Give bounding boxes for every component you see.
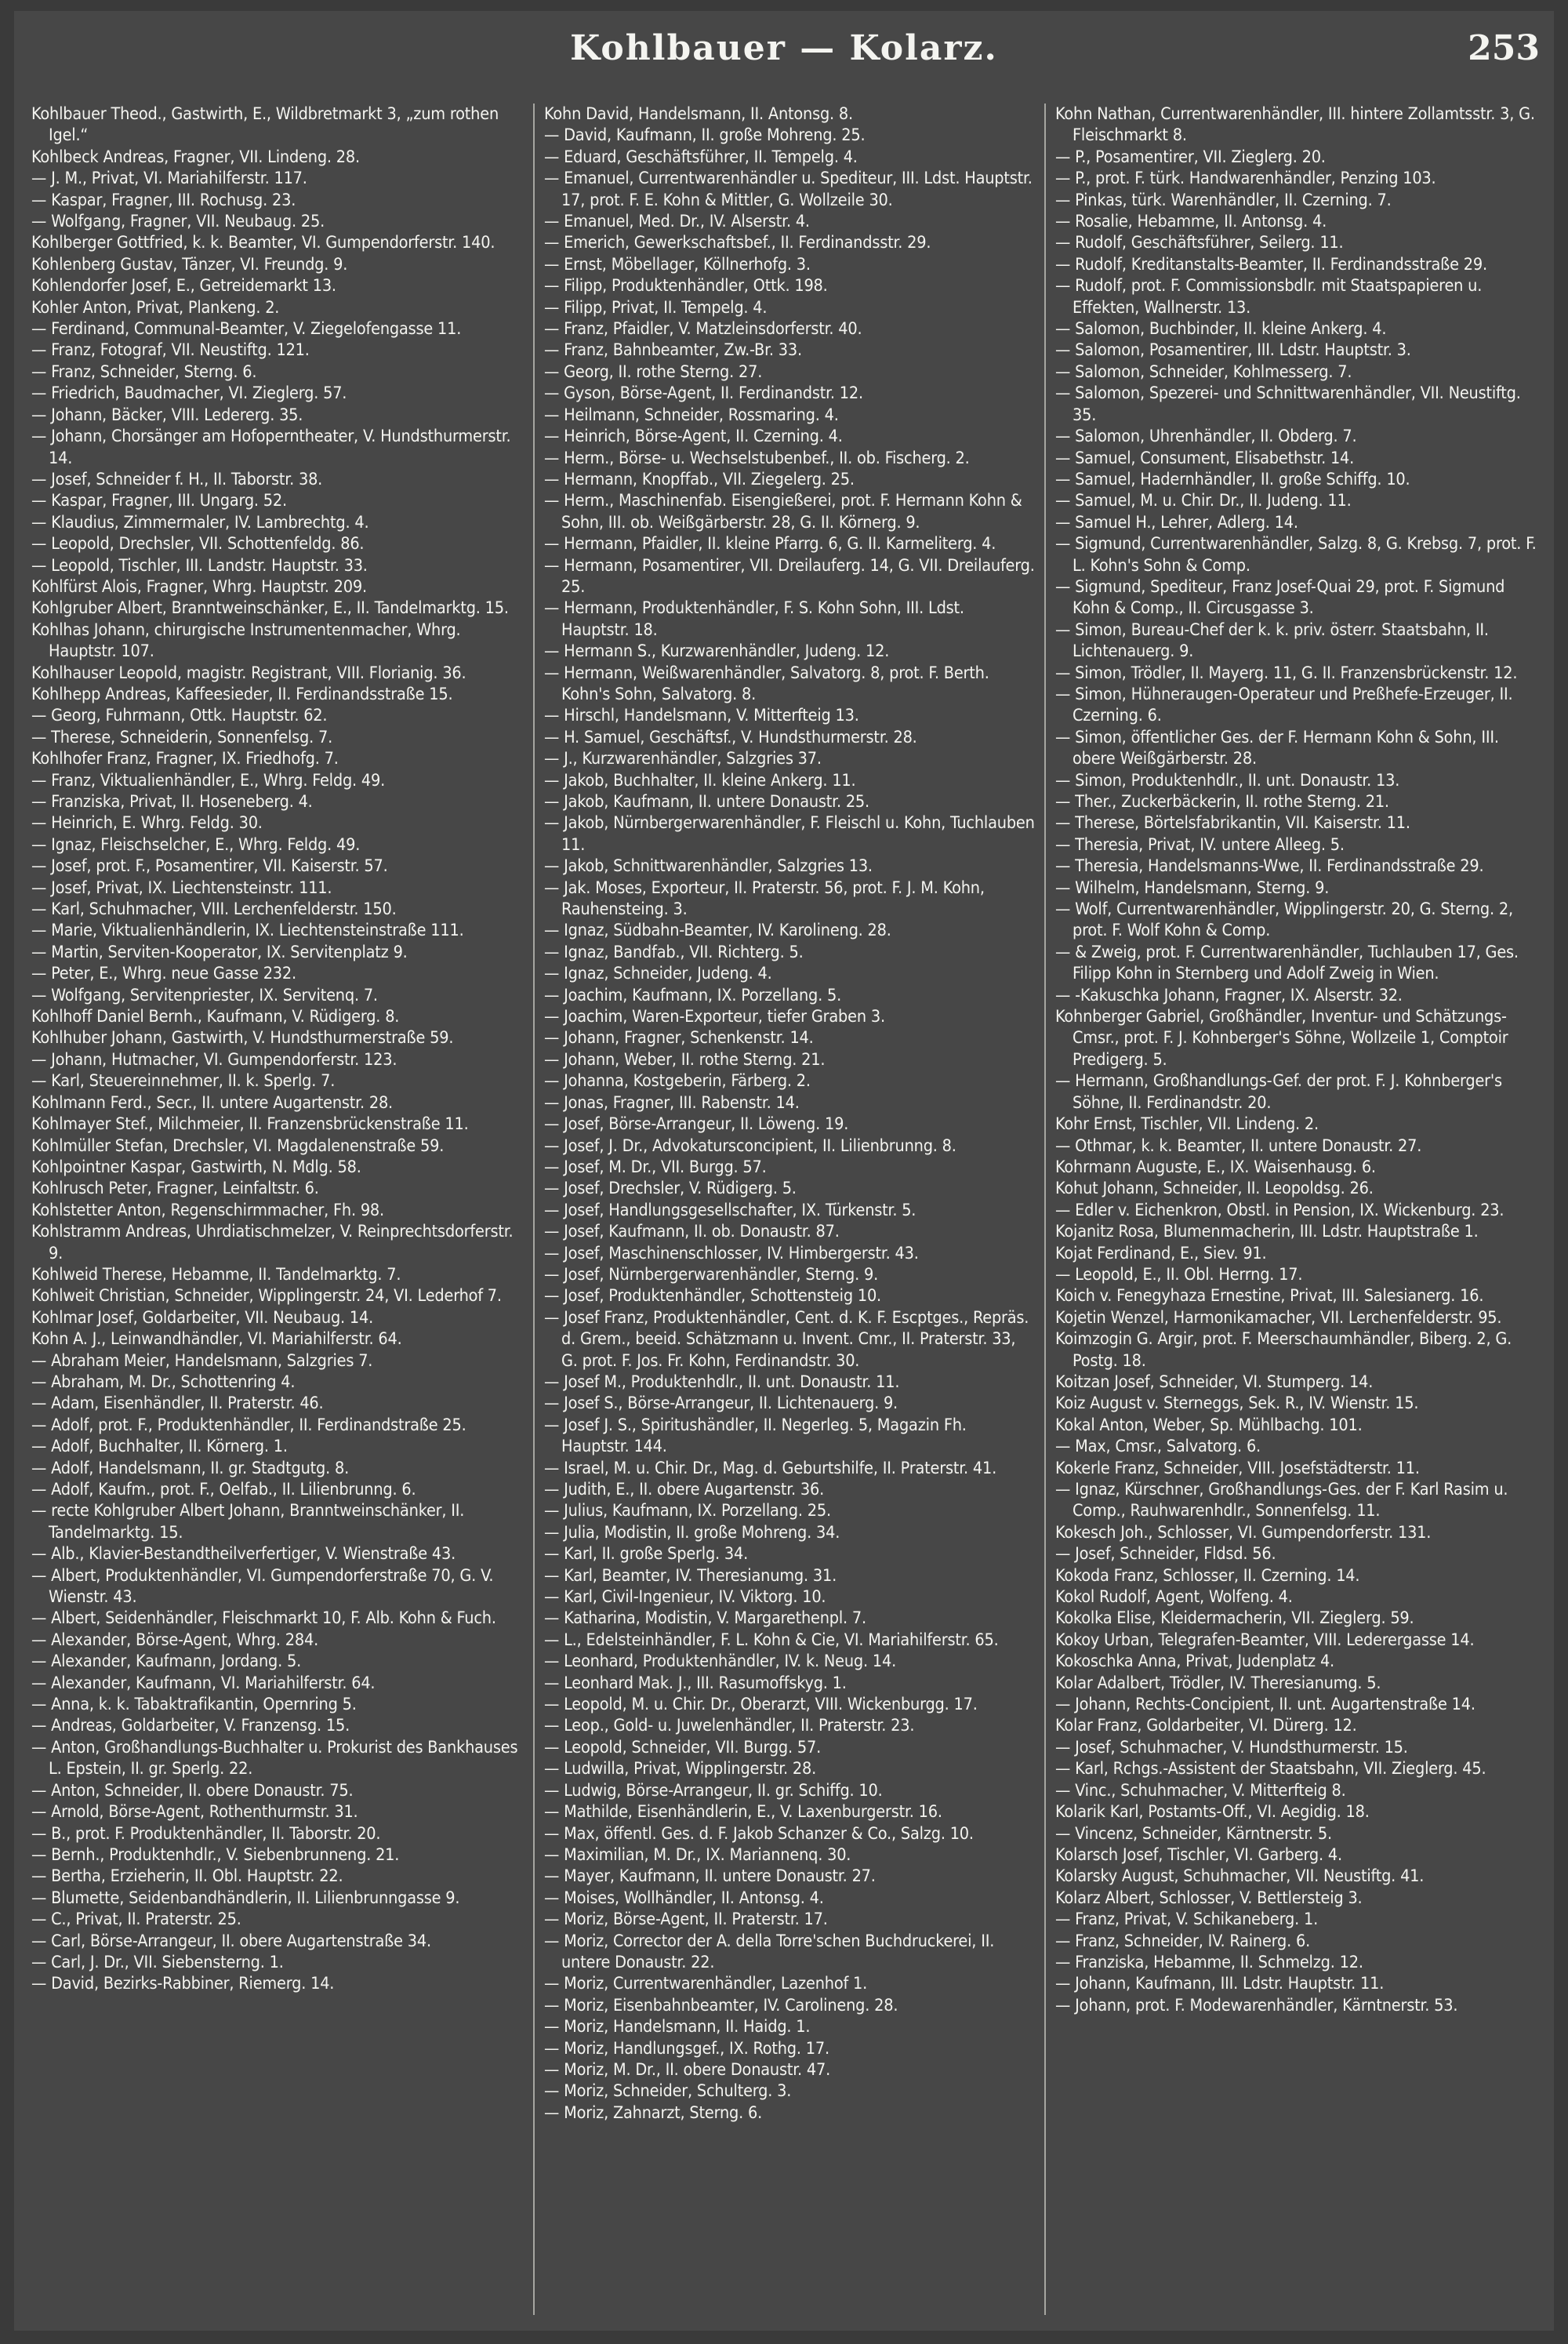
directory-entry: — Franz, Pfaidler, V. Matzleinsdorferstr. 40.: [544, 319, 862, 340]
directory-entry: — Moriz, Börse-Agent, II. Praterstr. 17.: [544, 1910, 828, 1930]
page-number: 253: [1468, 28, 1540, 68]
directory-entry: — Franziska, Privat, II. Hoseneberg. 4.: [31, 792, 313, 812]
directory-entry: — Bertha, Erzieherin, II. Obl. Hauptstr. 22.: [31, 1866, 343, 1887]
directory-entry: — Alb., Klavier-Bestandtheilverfertiger, V. Wienstraße 43.: [31, 1544, 456, 1564]
directory-entry: — Gyson, Börse-Agent, II. Ferdinandstr. 12.: [544, 383, 863, 404]
directory-entry: Kohlmann Ferd., Secr., II. untere Augartenstr. 28.: [31, 1092, 393, 1113]
directory-entry: — Julia, Modistin, II. große Mohreng. 34.: [544, 1522, 840, 1543]
directory-entry: — Heinrich, E. Whrg. Feldg. 30.: [31, 813, 263, 834]
directory-entry: — Vincenz, Schneider, Kärntnerstr. 5.: [1055, 1823, 1332, 1844]
directory-entry: Kohn A. J., Leinwandhändler, VI. Mariahilferstr. 64.: [31, 1329, 402, 1350]
directory-entry: — Peter, E., Whrg. neue Gasse 232.: [31, 964, 296, 984]
directory-entry: — & Zweig, prot. F. Currentwarenhändler, Tuchlauben 17, Ges. Filipp Kohn in Sternberg und Adolf Zweig in Wien.: [1055, 942, 1519, 984]
directory-entry: — Moriz, Corrector der A. della Torre'schen Buchdruckerei, II. untere Donaustr. 22.: [544, 1931, 995, 1972]
directory-entry: — Karl, II. große Sperlg. 34.: [544, 1544, 749, 1564]
directory-entry: — Karl, Civil-Ingenieur, IV. Viktorg. 10.: [544, 1587, 826, 1608]
directory-entry: — Wolfgang, Fragner, VII. Neubaug. 25.: [31, 212, 325, 232]
directory-entry: Kohr Ernst, Tischler, VII. Lindeng. 2.: [1055, 1114, 1319, 1135]
directory-entry: — Alexander, Kaufmann, VI. Mariahilferstr. 64.: [31, 1673, 376, 1693]
directory-entry: — Salomon, Spezerei- und Schnittwarenhändler, VII. Neustiftg. 35.: [1055, 383, 1521, 425]
directory-entry: — Josef, Kaufmann, II. ob. Donaustr. 87.: [544, 1222, 840, 1242]
directory-entry: — Carl, Börse-Arrangeur, II. obere Augartenstraße 34.: [31, 1931, 431, 1951]
directory-entry: — David, Bezirks-Rabbiner, Riemerg. 14.: [31, 1974, 335, 1994]
directory-entry: — Julius, Kaufmann, IX. Porzellang. 25.: [544, 1501, 831, 1521]
directory-entry: Kokal Anton, Weber, Sp. Mühlbachg. 101.: [1055, 1415, 1363, 1435]
directory-entry: — Josef, Produktenhändler, Schottensteig 10.: [544, 1286, 881, 1306]
directory-entry: Kokol Rudolf, Agent, Wolfeng. 4.: [1055, 1587, 1293, 1608]
directory-entry: — Karl, Rchgs.-Assistent der Staatsbahn, VII. Zieglerg. 45.: [1055, 1759, 1486, 1779]
directory-entry: Kohlrusch Peter, Fragner, Leinfaltstr. 6.: [31, 1179, 319, 1199]
directory-entry: Kohlfürst Alois, Fragner, Whrg. Hauptstr. 209.: [31, 576, 367, 597]
directory-entry: — Albert, Seidenhändler, Fleischmarkt 10, F. Alb. Kohn & Fuch.: [31, 1608, 496, 1629]
directory-entry: — Salomon, Posamentirer, III. Ldstr. Hauptstr. 3.: [1055, 340, 1411, 361]
directory-entry: — Georg, II. rothe Sterng. 27.: [544, 362, 763, 382]
directory-entry: — Salomon, Schneider, Kohlmesserg. 7.: [1055, 362, 1352, 382]
directory-entry: — Josef, J. Dr., Advokatursconcipient, II. Lilienbrunng. 8.: [544, 1136, 956, 1156]
directory-entry: — Kaspar, Fragner, III. Rochusg. 23.: [31, 190, 296, 210]
directory-entry: — Hermann, Produktenhändler, F. S. Kohn Sohn, III. Ldst. Hauptstr. 18.: [544, 598, 964, 640]
directory-entry: — Wilhelm, Handelsmann, Sterng. 9.: [1055, 878, 1330, 898]
directory-entry: — Filipp, Produktenhändler, Ottk. 198.: [544, 276, 828, 296]
directory-entry: — Georg, Fuhrmann, Ottk. Hauptstr. 62.: [31, 706, 328, 726]
directory-entry: Kohlhepp Andreas, Kaffeesieder, II. Ferdinandsstraße 15.: [31, 684, 453, 704]
directory-entry: — Jakob, Kaufmann, II. untere Donaustr. 25.: [544, 792, 869, 812]
column-2: [544, 104, 1035, 2323]
directory-entry: — Ignaz, Bandfab., VII. Richterg. 5.: [544, 942, 804, 962]
directory-entry: — P., prot. F. türk. Handwarenhändler, Penzing 103.: [1055, 169, 1436, 189]
directory-entry: — Franz, Privat, V. Schikaneberg. 1.: [1055, 1910, 1319, 1930]
directory-entry: — Franz, Viktualienhändler, E., Whrg. Feldg. 49.: [31, 770, 386, 790]
directory-entry: — J. M., Privat, VI. Mariahilferstr. 117.: [31, 169, 307, 189]
directory-entry: Kohlweit Christian, Schneider, Wipplingerstr. 24, VI. Lederhof 7.: [31, 1286, 502, 1306]
directory-entry: — Josef Franz, Produktenhändler, Cent. d. K. F. Escptges., Repräs. d. Grem., beeid. Schätzmann u. Invent. Cmr., II. Praterstr. 33, G. prot. F. Jos. Fr. Kohn, Ferdinandstr. 30.: [544, 1307, 1029, 1371]
directory-entry: — Moriz, Handelsmann, II. Haidg. 1.: [544, 2017, 811, 2037]
directory-entry: — Moriz, Eisenbahnbeamter, IV. Carolineng. 28.: [544, 1995, 898, 2015]
directory-entry: Kohlberger Gottfried, k. k. Beamter, VI. Gumpendorferstr. 140.: [31, 233, 495, 253]
directory-entry: Kolarsch Josef, Tischler, VI. Garberg. 4.: [1055, 1844, 1342, 1865]
directory-entry: — L., Edelsteinhändler, F. L. Kohn & Cie, VI. Mariahilferstr. 65.: [544, 1630, 999, 1650]
directory-entry: — Johanna, Kostgeberin, Färberg. 2.: [544, 1071, 811, 1092]
directory-entry: — Salomon, Uhrenhändler, II. Obderg. 7.: [1055, 427, 1357, 447]
directory-entry: — Joachim, Waren-Exporteur, tiefer Graben 3.: [544, 1007, 885, 1027]
directory-entry: — Adam, Eisenhändler, II. Praterstr. 46.: [31, 1394, 324, 1414]
directory-entry: — Adolf, Handelsmann, II. gr. Stadtgutg. 8.: [31, 1458, 350, 1478]
directory-entry: — Anton, Schneider, II. obere Donaustr. 75.: [31, 1780, 354, 1801]
directory-entry: — Judith, E., II. obere Augartenstr. 36.: [544, 1480, 825, 1499]
directory-entry: — Franz, Schneider, IV. Rainerg. 6.: [1055, 1931, 1311, 1951]
directory-entry: — Arnold, Börse-Agent, Rothenthurmstr. 31.: [31, 1802, 358, 1823]
directory-entry: Kohlmar Josef, Goldarbeiter, VII. Neubaug. 14.: [31, 1307, 374, 1328]
directory-entry: Kokerle Franz, Schneider, VIII. Josefstädterstr. 11.: [1055, 1458, 1420, 1478]
directory-entry: Kohut Johann, Schneider, II. Leopoldsg. 26.: [1055, 1179, 1374, 1199]
directory-entry: — Leopold, M. u. Chir. Dr., Oberarzt, VIII. Wickenburgg. 17.: [544, 1695, 978, 1715]
directory-entry: — Jakob, Nürnbergerwarenhändler, F. Fleischl u. Kohn, Tuchlauben 11.: [544, 813, 1035, 855]
directory-entry: — Andreas, Goldarbeiter, V. Franzensg. 15.: [31, 1716, 350, 1736]
directory-entry: — Johann, Kaufmann, III. Ldstr. Hauptstr. 11.: [1055, 1974, 1385, 1994]
directory-entry: Kohlweid Therese, Hebamme, II. Tandelmarktg. 7.: [31, 1264, 401, 1285]
directory-entry: — Leopold, Schneider, VII. Burgg. 57.: [544, 1737, 822, 1757]
directory-entry: Kojetin Wenzel, Harmonikamacher, VII. Lerchenfelderstr. 95.: [1055, 1307, 1502, 1328]
directory-entry: — Max, öffentl. Ges. d. F. Jakob Schanzer & Co., Salzg. 10.: [544, 1823, 974, 1844]
directory-entry: — Alexander, Börse-Agent, Whrg. 284.: [31, 1630, 319, 1650]
directory-entry: — Jonas, Fragner, III. Rabenstr. 14.: [544, 1092, 800, 1113]
directory-entry: — -Kakuschka Johann, Fragner, IX. Alserstr. 32.: [1055, 985, 1403, 1005]
directory-entry: — Josef S., Börse-Arrangeur, II. Lichtenauerg. 9.: [544, 1394, 898, 1414]
directory-entry: — Simon, Bureau-Chef der k. k. priv. österr. Staatsbahn, II. Lichtenauerg. 9.: [1055, 620, 1489, 662]
directory-entry: — Adolf, Buchhalter, II. Körnerg. 1.: [31, 1437, 288, 1457]
directory-entry: — Mathilde, Eisenhändlerin, E., V. Laxenburgerstr. 16.: [544, 1802, 942, 1823]
directory-entry: — Ignaz, Fleischselcher, E., Whrg. Feldg. 49.: [31, 834, 361, 855]
directory-entry: — Israel, M. u. Chir. Dr., Mag. d. Geburtshilfe, II. Praterstr. 41.: [544, 1458, 997, 1478]
directory-entry: — Emanuel, Currentwarenhändler u. Spediteur, III. Ldst. Hauptstr. 17, prot. F. E. Kohn & Mittler, G. Wollzeile 30.: [544, 169, 1033, 210]
directory-entry: — Josef M., Produktenhdlr., II. unt. Donaustr. 11.: [544, 1372, 900, 1392]
directory-entry: Kohlstramm Andreas, Uhrdiatischmelzer, V. Reinprechtsdorferstr. 9.: [31, 1222, 514, 1263]
directory-entry: — Anton, Großhandlungs-Buchhalter u. Prokurist des Bankhauses L. Epstein, II. gr. Sperlg. 22.: [31, 1737, 518, 1779]
directory-entry: — Therese, Schneiderin, Sonnenfelsg. 7.: [31, 727, 333, 747]
directory-entry: — Alexander, Kaufmann, Jordang. 5.: [31, 1652, 302, 1672]
directory-entry: — Eduard, Geschäftsführer, II. Tempelg. 4.: [544, 147, 858, 167]
directory-entry: — Kaspar, Fragner, III. Ungarg. 52.: [31, 491, 287, 511]
directory-entry: — Blumette, Seidenbandhändlerin, II. Lilienbrunngasse 9.: [31, 1888, 460, 1908]
directory-entry: — Josef, Schneider, Fldsd. 56.: [1055, 1544, 1276, 1564]
running-head: Kohlbauer — Kolarz.: [570, 28, 998, 68]
directory-entry: — Bernh., Produktenhdlr., V. Siebenbrunneng. 21.: [31, 1844, 400, 1865]
directory-entry: Kohlstetter Anton, Regenschirmmacher, Fh. 98.: [31, 1200, 384, 1220]
directory-entry: — Herm., Maschinenfab. Eisengießerei, prot. F. Hermann Kohn & Sohn, III. ob. Weißgärberstr. 28, G. II. Körnerg. 9.: [544, 491, 1022, 532]
directory-entry: Kohlenberg Gustav, Tänzer, VI. Freundg. 9.: [31, 254, 348, 274]
directory-entry: — Emanuel, Med. Dr., IV. Alserstr. 4.: [544, 212, 810, 232]
directory-entry: — Ludwilla, Privat, Wipplingerstr. 28.: [544, 1759, 817, 1779]
directory-entry: — Theresia, Privat, IV. untere Alleeg. 5.: [1055, 834, 1345, 855]
directory-entry: — Emerich, Gewerkschaftsbef., II. Ferdinandsstr. 29.: [544, 233, 931, 253]
directory-entry: — Wolf, Currentwarenhändler, Wipplingerstr. 20, G. Sterng. 2, prot. F. Wolf Kohn & Comp.: [1055, 899, 1513, 941]
directory-entry: Kohrmann Auguste, E., IX. Waisenhausg. 6.: [1055, 1157, 1376, 1177]
directory-entry: — Leopold, Drechsler, VII. Schottenfeldg. 86.: [31, 534, 365, 554]
directory-entry: — Moriz, Handlungsgef., IX. Rothg. 17.: [544, 2038, 829, 2059]
directory-entry: — Johann, Rechts-Concipient, II. unt. Augartenstraße 14.: [1055, 1695, 1475, 1715]
directory-entry: — Josef, prot. F., Posamentirer, VII. Kaiserstr. 57.: [31, 856, 388, 877]
directory-entry: — Hermann, Weißwarenhändler, Salvatorg. 8, prot. F. Berth. Kohn's Sohn, Salvatorg. 8.: [544, 663, 989, 704]
directory-entry: — Ther., Zuckerbäckerin, II. rothe Sterng. 21.: [1055, 792, 1389, 812]
directory-entry: — Moriz, Currentwarenhändler, Lazenhof 1.: [544, 1974, 868, 1994]
directory-entry: Kohlmüller Stefan, Drechsler, VI. Magdalenenstraße 59.: [31, 1136, 445, 1156]
directory-entry: — Josef, Privat, IX. Liechtensteinstr. 111.: [31, 878, 332, 898]
directory-entry: Kohlbauer Theod., Gastwirth, E., Wildbretmarkt 3, „zum rothen Igel.“: [31, 104, 499, 146]
directory-columns: [31, 104, 1543, 2323]
directory-entry: Kohlhofer Franz, Fragner, IX. Friedhofg. 7.: [31, 749, 339, 769]
directory-entry: — Rudolf, Kreditanstalts-Beamter, II. Ferdinandsstraße 29.: [1055, 254, 1487, 274]
directory-entry: Kohn David, Handelsmann, II. Antonsg. 8.: [544, 104, 853, 124]
page-header: [14, 11, 1554, 97]
directory-entry: — Josef, Handlungsgesellschafter, IX. Türkenstr. 5.: [544, 1200, 916, 1220]
directory-entry: — Albert, Produktenhändler, VI. Gumpendorferstraße 70, G. V. Wienstr. 43.: [31, 1565, 494, 1608]
directory-entry: — Moriz, M. Dr., II. obere Donaustr. 47.: [544, 2059, 831, 2080]
directory-entry: — Heilmann, Schneider, Rossmaring. 4.: [544, 405, 839, 425]
directory-entry: — Josef J. S., Spiritushändler, II. Negerleg. 5, Magazin Fh. Hauptstr. 144.: [544, 1415, 967, 1457]
directory-entry: Kohnberger Gabriel, Großhändler, Inventur- und Schätzungs-Cmsr., prot. F. J. Kohnberger's Söhne, Wollzeile 1, Comptoir Predigerg. 5.: [1055, 1007, 1508, 1070]
directory-entry: — Ignaz, Kürschner, Großhandlungs-Ges. der F. Karl Rasim u. Comp., Rauhwarenhdlr., Sonnenfelsg. 11.: [1055, 1480, 1508, 1521]
directory-entry: — Karl, Schuhmacher, VIII. Lerchenfelderstr. 150.: [31, 899, 397, 920]
column-1: [31, 104, 522, 2323]
directory-entry: — Josef, Schneider f. H., II. Taborstr. 38.: [31, 469, 323, 489]
directory-entry: — Herm., Börse- u. Wechselstubenbef., II. ob. Fischerg. 2.: [544, 448, 970, 468]
directory-entry: Kohlpointner Kaspar, Gastwirth, N. Mdlg. 58.: [31, 1157, 361, 1177]
directory-entry: Kohlendorfer Josef, E., Getreidemarkt 13.: [31, 276, 336, 296]
directory-entry: — Othmar, k. k. Beamter, II. untere Donaustr. 27.: [1055, 1136, 1422, 1156]
directory-entry: — Simon, Produktenhdlr., II. unt. Donaustr. 13.: [1055, 770, 1400, 790]
directory-entry: Kolar Adalbert, Trödler, IV. Theresianumg. 5.: [1055, 1673, 1381, 1693]
directory-entry: — C., Privat, II. Praterstr. 25.: [31, 1910, 241, 1930]
directory-entry: — Franz, Fotograf, VII. Neustiftg. 121.: [31, 340, 310, 361]
directory-entry: — Franz, Bahnbeamter, Zw.-Br. 33.: [544, 340, 802, 361]
directory-entry: Kohler Anton, Privat, Plankeng. 2.: [31, 297, 280, 318]
directory-entry: — Leopold, Tischler, III. Landstr. Hauptstr. 33.: [31, 555, 368, 576]
directory-entry: — Johann, Chorsänger am Hofoperntheater, V. Hundsthurmerstr. 14.: [31, 427, 511, 468]
directory-entry: — Moises, Wollhändler, II. Antonsg. 4.: [544, 1888, 824, 1908]
directory-entry: Koiz August v. Sterneggs, Sek. R., IV. Wienstr. 15.: [1055, 1394, 1419, 1414]
directory-entry: Kohlmayer Stef., Milchmeier, II. Franzensbrückenstraße 11.: [31, 1114, 469, 1135]
directory-entry: — Adolf, Kaufm., prot. F., Oelfab., II. Lilienbrunng. 6.: [31, 1480, 416, 1499]
directory-entry: — Franziska, Hebamme, II. Schmelzg. 12.: [1055, 1952, 1363, 1972]
directory-entry: — Martin, Serviten-Kooperator, IX. Servitenplatz 9.: [31, 942, 408, 962]
directory-entry: — Karl, Steuereinnehmer, II. k. Sperlg. 7.: [31, 1071, 336, 1092]
directory-page: [14, 11, 1554, 2331]
directory-entry: Koich v. Fenegyhaza Ernestine, Privat, III. Salesianerg. 16.: [1055, 1286, 1484, 1306]
directory-entry: — Heinrich, Börse-Agent, II. Czerning. 4.: [544, 427, 843, 447]
directory-entry: — Anna, k. k. Tabaktrafikantin, Opernring 5.: [31, 1695, 357, 1715]
directory-entry: — P., Posamentirer, VII. Zieglerg. 20.: [1055, 147, 1326, 167]
directory-entry: — Samuel, M. u. Chir. Dr., II. Judeng. 11.: [1055, 491, 1352, 511]
directory-entry: — Samuel, Hadernhändler, II. große Schiffg. 10.: [1055, 469, 1410, 489]
directory-entry: Kohlhas Johann, chirurgische Instrumentenmacher, Whrg. Hauptstr. 107.: [31, 620, 461, 662]
directory-entry: — Adolf, prot. F., Produktenhändler, II. Ferdinandstraße 25.: [31, 1415, 466, 1435]
directory-entry: — Josef, Maschinenschlosser, IV. Himbergerstr. 43.: [544, 1243, 919, 1263]
directory-entry: — Katharina, Modistin, V. Margarethenpl. 7.: [544, 1608, 866, 1629]
directory-entry: — Karl, Beamter, IV. Theresianumg. 31.: [544, 1565, 837, 1586]
directory-entry: — recte Kohlgruber Albert Johann, Branntweinschänker, II. Tandelmarktg. 15.: [31, 1501, 465, 1543]
directory-entry: — Leop., Gold- u. Juwelenhändler, II. Praterstr. 23.: [544, 1716, 915, 1736]
directory-entry: Koimzogin G. Argir, prot. F. Meerschaumhändler, Biberg. 2, G. Postg. 18.: [1055, 1329, 1512, 1371]
directory-entry: — Ernst, Möbellager, Köllnerhofg. 3.: [544, 254, 811, 274]
directory-entry: — Filipp, Privat, II. Tempelg. 4.: [544, 297, 768, 318]
directory-entry: — Mayer, Kaufmann, II. untere Donaustr. 27.: [544, 1866, 876, 1887]
directory-entry: — Edler v. Eichenkron, Obstl. in Pension, IX. Wickenburg. 23.: [1055, 1200, 1504, 1220]
directory-entry: — Sigmund, Spediteur, Franz Josef-Quai 29, prot. F. Sigmund Kohn & Comp., II. Circusgasse 3.: [1055, 576, 1505, 619]
directory-entry: Kokoschka Anna, Privat, Judenplatz 4.: [1055, 1652, 1334, 1672]
directory-entry: — Ignaz, Schneider, Judeng. 4.: [544, 964, 772, 984]
directory-entry: Kohlhoff Daniel Bernh., Kaufmann, V. Rüdigerg. 8.: [31, 1007, 400, 1027]
directory-entry: — Hermann S., Kurzwarenhändler, Judeng. 12.: [544, 641, 890, 662]
directory-entry: — Jakob, Schnittwarenhändler, Salzgries 13.: [544, 856, 873, 877]
directory-entry: — Simon, Trödler, II. Mayerg. 11, G. II. Franzensbrückenstr. 12.: [1055, 663, 1518, 683]
directory-entry: — Moriz, Zahnarzt, Sterng. 6.: [544, 2102, 763, 2123]
directory-entry: — Vinc., Schuhmacher, V. Mitterfteig 8.: [1055, 1780, 1346, 1801]
directory-entry: — Sigmund, Currentwarenhändler, Salzg. 8, G. Krebsg. 7, prot. F. L. Kohn's Sohn & Comp.: [1055, 534, 1537, 576]
directory-entry: — Jak. Moses, Exporteur, II. Praterstr. 56, prot. F. J. M. Kohn, Rauhensteing. 3.: [544, 878, 985, 920]
directory-entry: — Theresia, Handelsmanns-Wwe, II. Ferdinandsstraße 29.: [1055, 856, 1484, 877]
directory-entry: — Abraham, M. Dr., Schottenring 4.: [31, 1372, 296, 1392]
directory-entry: — Pinkas, türk. Warenhändler, II. Czerning. 7.: [1055, 190, 1392, 210]
directory-entry: — Samuel, Consument, Elisabethstr. 14.: [1055, 448, 1355, 468]
directory-entry: Kokoda Franz, Schlosser, II. Czerning. 14.: [1055, 1565, 1360, 1586]
directory-entry: — Carl, J. Dr., VII. Siebensterng. 1.: [31, 1952, 284, 1972]
directory-entry: — Abraham Meier, Handelsmann, Salzgries 7.: [31, 1350, 373, 1371]
directory-entry: — Leonhard, Produktenhändler, IV. k. Neug. 14.: [544, 1652, 897, 1672]
directory-entry: — Josef, M. Dr., VII. Burgg. 57.: [544, 1157, 767, 1177]
directory-entry: Kolarz Albert, Schlosser, V. Bettlersteig 3.: [1055, 1888, 1363, 1908]
directory-entry: — Josef, Drechsler, V. Rüdigerg. 5.: [544, 1179, 797, 1199]
directory-entry: — Friedrich, Baudmacher, VI. Zieglerg. 57.: [31, 383, 347, 404]
directory-entry: — Johann, Hutmacher, VI. Gumpendorferstr. 123.: [31, 1049, 397, 1070]
directory-entry: Kolar Franz, Goldarbeiter, VI. Dürerg. 12.: [1055, 1716, 1357, 1736]
directory-entry: — Samuel H., Lehrer, Adlerg. 14.: [1055, 512, 1298, 532]
directory-entry: — Rosalie, Hebamme, II. Antonsg. 4.: [1055, 212, 1327, 232]
directory-entry: — Simon, Hühneraugen-Operateur und Preßhefe-Erzeuger, II. Czerning. 6.: [1055, 684, 1513, 726]
directory-entry: — Josef, Schuhmacher, V. Hundsthurmerstr. 15.: [1055, 1737, 1408, 1757]
directory-entry: — Johann, Bäcker, VIII. Ledererg. 35.: [31, 405, 303, 425]
directory-entry: — Ferdinand, Communal-Beamter, V. Ziegelofengasse 11.: [31, 319, 462, 340]
directory-entry: — Moriz, Schneider, Schulterg. 3.: [544, 2081, 792, 2102]
directory-entry: — Salomon, Buchbinder, II. kleine Ankerg. 4.: [1055, 319, 1387, 340]
directory-entry: — Jakob, Buchhalter, II. kleine Ankerg. 11.: [544, 770, 856, 790]
directory-entry: — Max, Cmsr., Salvatorg. 6.: [1055, 1437, 1261, 1457]
directory-entry: — Joachim, Kaufmann, IX. Porzellang. 5.: [544, 985, 842, 1005]
directory-entry: — Rudolf, prot. F. Commissionsbdlr. mit Staatspapieren u. Effekten, Wallnerstr. 13.: [1055, 276, 1483, 318]
directory-entry: — Simon, öffentlicher Ges. der F. Hermann Kohn & Sohn, III. obere Weißgärberstr. 28.: [1055, 727, 1499, 769]
directory-entry: Kokesch Joh., Schlosser, VI. Gumpendorferstr. 131.: [1055, 1522, 1432, 1543]
directory-entry: — Maximilian, M. Dr., IX. Mariannenq. 30.: [544, 1844, 851, 1865]
directory-entry: Koitzan Josef, Schneider, VI. Stumperg. 14.: [1055, 1372, 1374, 1392]
directory-entry: Kolarsky August, Schuhmacher, VII. Neustiftg. 41.: [1055, 1866, 1425, 1887]
directory-entry: — Klaudius, Zimmermaler, IV. Lambrechtg. 4.: [31, 512, 369, 532]
directory-entry: — J., Kurzwarenhändler, Salzgries 37.: [544, 749, 822, 769]
directory-entry: — Leopold, E., II. Obl. Herrng. 17.: [1055, 1264, 1303, 1285]
directory-entry: — Hermann, Pfaidler, II. kleine Pfarrg. 6, G. II. Karmeliterg. 4.: [544, 534, 996, 554]
directory-entry: — Leonhard Mak. J., III. Rasumoffskyg. 1.: [544, 1673, 847, 1693]
directory-entry: — Hermann, Posamentirer, VII. Dreilauferg. 14, G. VII. Dreilauferg. 25.: [544, 555, 1035, 597]
directory-entry: — B., prot. F. Produktenhändler, II. Taborstr. 20.: [31, 1823, 381, 1844]
directory-entry: Kohn Nathan, Currentwarenhändler, III. hintere Zollamtsstr. 3, G. Fleischmarkt 8.: [1055, 104, 1535, 146]
directory-entry: — Ludwig, Börse-Arrangeur, II. gr. Schiffg. 10.: [544, 1780, 883, 1801]
directory-entry: Kohlgruber Albert, Branntweinschänker, E., II. Tandelmarktg. 15.: [31, 598, 509, 619]
directory-entry: Kojanitz Rosa, Blumenmacherin, III. Ldstr. Hauptstraße 1.: [1055, 1222, 1479, 1242]
directory-entry: — Josef, Börse-Arrangeur, II. Löweng. 19.: [544, 1114, 849, 1135]
directory-entry: Kokoy Urban, Telegrafen-Beamter, VIII. Lederergasse 14.: [1055, 1630, 1475, 1650]
directory-entry: Kokolka Elise, Kleidermacherin, VII. Zieglerg. 59.: [1055, 1608, 1414, 1629]
directory-entry: Kohlhuber Johann, Gastwirth, V. Hundsthurmerstraße 59.: [31, 1028, 454, 1048]
directory-entry: — Marie, Viktualienhändlerin, IX. Liechtensteinstraße 111.: [31, 921, 464, 941]
column-3: [1055, 104, 1546, 2323]
directory-entry: — Josef, Nürnbergerwarenhändler, Sterng. 9.: [544, 1264, 879, 1285]
directory-entry: — Hermann, Knopffab., VII. Ziegelerg. 25.: [544, 469, 855, 489]
directory-entry: — Johann, prot. F. Modewarenhändler, Kärntnerstr. 53.: [1055, 1995, 1458, 2015]
directory-entry: — Johann, Weber, II. rothe Sterng. 21.: [544, 1049, 826, 1070]
directory-entry: — Rudolf, Geschäftsführer, Seilerg. 11.: [1055, 233, 1344, 253]
directory-entry: Kohlhauser Leopold, magistr. Registrant, VIII. Florianig. 36.: [31, 663, 466, 683]
directory-entry: Kolarik Karl, Postamts-Off., VI. Aegidig. 18.: [1055, 1802, 1370, 1823]
directory-entry: — David, Kaufmann, II. große Mohreng. 25.: [544, 125, 866, 146]
directory-entry: — Hermann, Großhandlungs-Gef. der prot. F. J. Kohnberger's Söhne, II. Ferdinandstr. 20.: [1055, 1071, 1502, 1113]
directory-entry: — Wolfgang, Servitenpriester, IX. Servitenq. 7.: [31, 985, 378, 1005]
directory-entry: — Franz, Schneider, Sterng. 6.: [31, 362, 257, 382]
directory-entry: Kojat Ferdinand, E., Siev. 91.: [1055, 1243, 1267, 1263]
directory-entry: — Hirschl, Handelsmann, V. Mitterfteig 13.: [544, 706, 859, 726]
directory-entry: — H. Samuel, Geschäftsf., V. Hundsthurmerstr. 28.: [544, 727, 917, 747]
directory-entry: — Ignaz, Südbahn-Beamter, IV. Karolineng. 28.: [544, 921, 891, 941]
directory-entry: — Therese, Börtelsfabrikantin, VII. Kaiserstr. 11.: [1055, 813, 1410, 834]
directory-entry: — Johann, Fragner, Schenkenstr. 14.: [544, 1028, 814, 1048]
directory-entry: Kohlbeck Andreas, Fragner, VII. Lindeng. 28.: [31, 147, 360, 167]
